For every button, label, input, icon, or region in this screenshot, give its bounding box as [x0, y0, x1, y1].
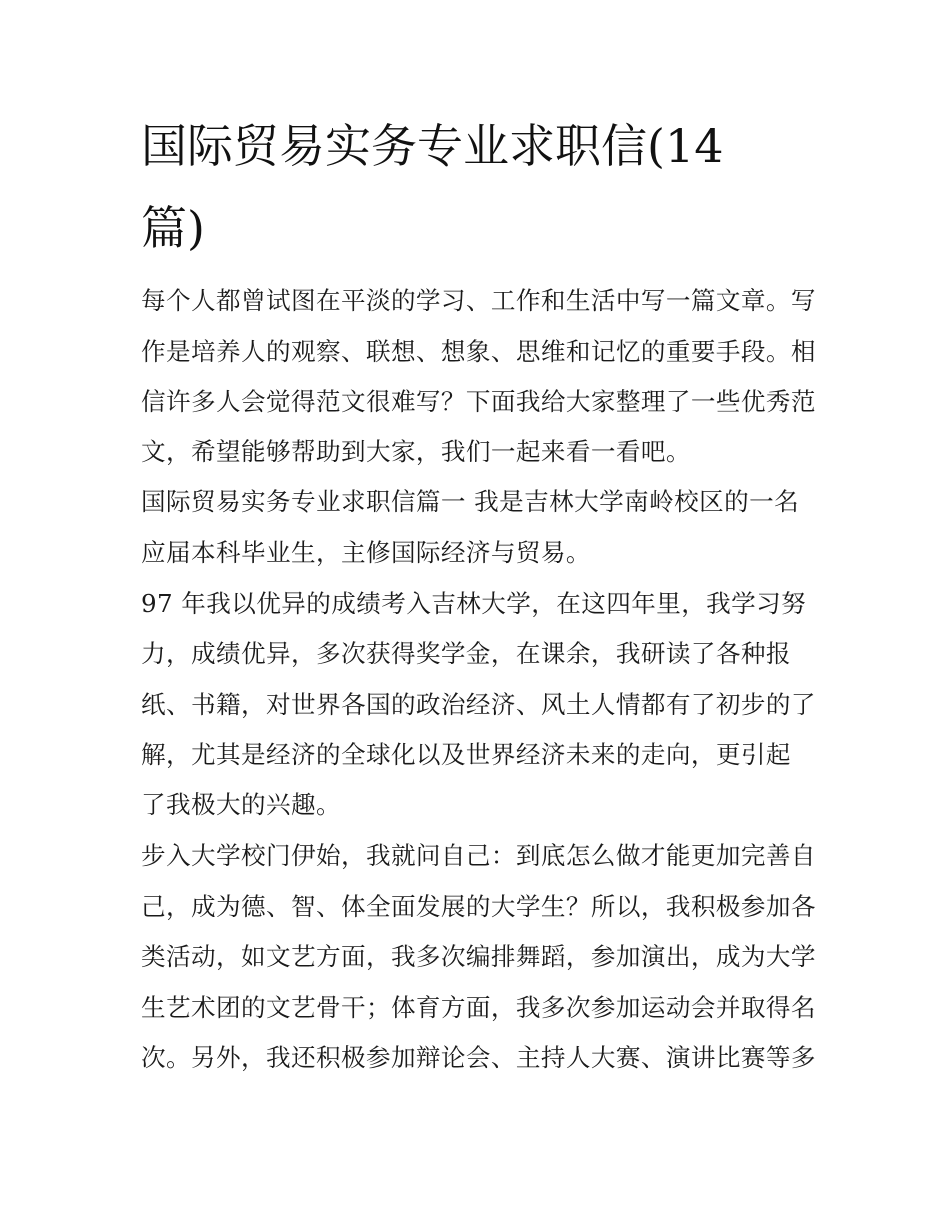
paragraph-2-line-1: 国际贸易实务专业求职信篇一 我是吉林大学南岭校区的一名: [141, 487, 800, 516]
document-title-line-2: 篇): [141, 201, 205, 255]
document-title-line-1: 国际贸易实务专业求职信(14: [141, 119, 724, 173]
paragraph-4-line-5: 次。另外，我还积极参加辩论会、主持人大赛、演讲比赛等多: [141, 1043, 816, 1072]
paragraph-3-line-5: 了我极大的兴趣。: [141, 790, 341, 819]
paragraph-1-line-4: 文，希望能够帮助到大家，我们一起来看一看吧。: [141, 437, 691, 466]
paragraph-4-line-1: 步入大学校门伊始，我就问自己：到底怎么做才能更加完善自: [141, 841, 816, 870]
paragraph-2-line-2: 应届本科毕业生，主修国际经济与贸易。: [141, 538, 591, 567]
paragraph-3-line-2: 力，成绩优异，多次获得奖学金，在课余，我研读了各种报: [141, 639, 791, 668]
paragraph-1-line-1: 每个人都曾试图在平淡的学习、工作和生活中写一篇文章。写: [141, 286, 816, 315]
paragraph-1-line-2: 作是培养人的观察、联想、想象、思维和记忆的重要手段。相: [141, 337, 816, 366]
paragraph-4-line-4: 生艺术团的文艺骨干；体育方面，我多次参加运动会并取得名: [141, 993, 816, 1022]
paragraph-3-line-3: 纸、书籍，对世界各国的政治经济、风土人情都有了初步的了: [141, 690, 816, 719]
paragraph-1-line-3: 信许多人会觉得范文很难写？下面我给大家整理了一些优秀范: [141, 387, 816, 416]
paragraph-4-line-2: 己，成为德、智、体全面发展的大学生？所以，我积极参加各: [141, 892, 816, 921]
paragraph-3-line-4: 解，尤其是经济的全球化以及世界经济未来的走向，更引起: [141, 740, 791, 769]
paragraph-4-line-3: 类活动，如文艺方面，我多次编排舞蹈，参加演出，成为大学: [141, 942, 816, 971]
paragraph-3-line-1: 97 年我以优异的成绩考入吉林大学，在这四年里，我学习努: [141, 589, 807, 618]
